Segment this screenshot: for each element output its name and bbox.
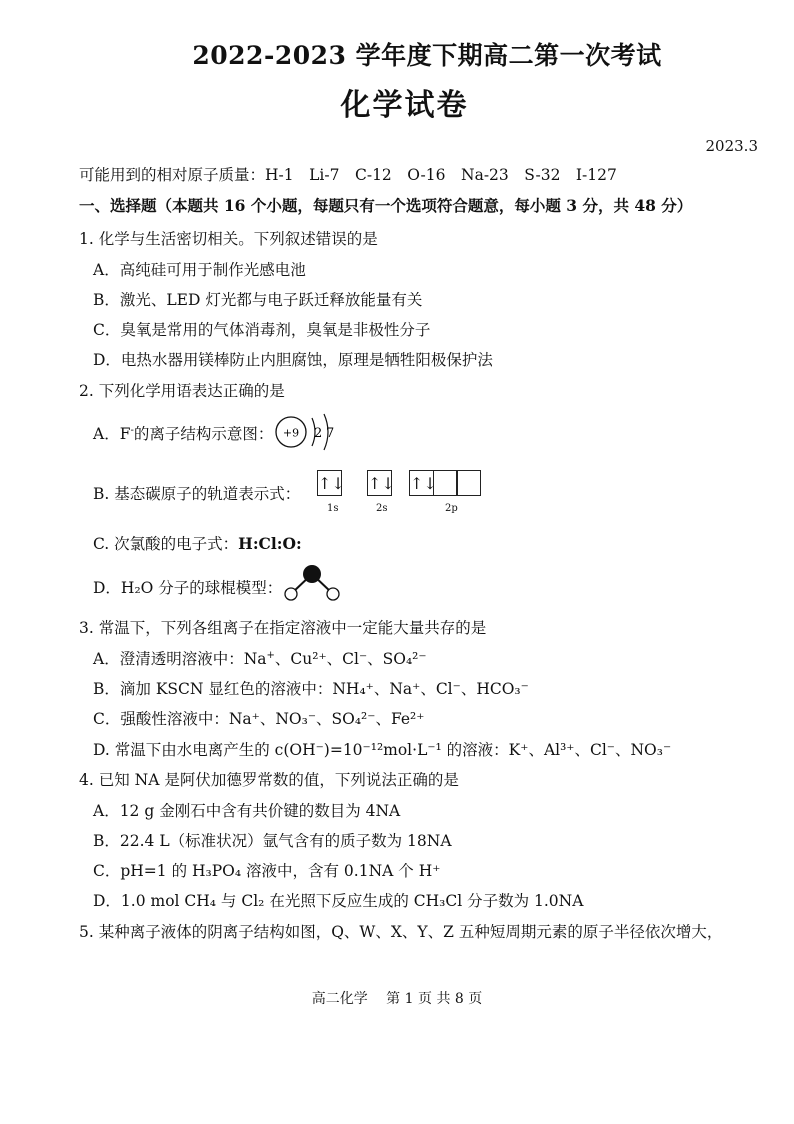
- question-4-stem: 4. 已知 NA 是阿伏加德罗常数的值，下列说法正确的是: [79, 771, 459, 789]
- question-2-option-a: [93, 422, 273, 444]
- question-4-option-a: A．12 g 金刚石中含有共价键的数目为 4NA: [93, 802, 401, 820]
- orbital-box: ↑↓: [409, 470, 434, 496]
- question-3-option-a: A．澄清透明溶液中：Na+、Cu²⁺、Cl⁻、SO₄²⁻: [93, 649, 427, 668]
- electron-formula: H:Cl:O:: [238, 534, 302, 553]
- ion-structure-diagram: [272, 410, 352, 454]
- shell-1-electrons: 2: [314, 426, 323, 441]
- water-ball-stick-model: [280, 562, 346, 604]
- section-heading: 一、选择题（本题共 16 个小题，每题只有一个选项符合题意，每小题 3 分，共 48 分）: [79, 196, 693, 215]
- option-a-pre: A．澄清透明溶液中：Na: [93, 650, 267, 668]
- option-a-rest: 、Cu²⁺、Cl⁻、SO₄²⁻: [274, 650, 427, 668]
- question-1-option-d: D．电热水器用镁棒防止内胆腐蚀，原理是牺牲阳极保护法: [93, 351, 493, 369]
- orbital-box: ↑↓: [367, 470, 392, 496]
- shell-2-electrons: 7: [326, 426, 335, 441]
- orbital-box-empty: [433, 470, 458, 496]
- orbital-1s: [317, 470, 345, 496]
- atomic-masses: 可能用到的相对原子质量：H-1 Li-7 C-12 O-16 Na-23 S-32 I-127: [79, 166, 617, 184]
- option-a-prefix: A．F: [93, 425, 131, 443]
- question-4-option-c: C．pH=1 的 H₃PO₄ 溶液中，含有 0.1NA 个 H⁺: [93, 862, 441, 880]
- orbital-2p: [409, 470, 481, 496]
- question-1-option-c: C．臭氧是常用的气体消毒剂，臭氧是非极性分子: [93, 321, 431, 339]
- label-2p: 2p: [445, 503, 458, 514]
- exam-subtitle: 化学试卷: [340, 88, 469, 123]
- orbital-box: ↑↓: [317, 470, 342, 496]
- question-2-stem: 2. 下列化学用语表达正确的是: [79, 382, 285, 400]
- exam-date: 2023.3: [705, 137, 758, 155]
- exam-title: 2022-2023 学年度下期高二第一次考试: [192, 41, 662, 70]
- question-2-option-d: D．H₂O 分子的球棍模型：: [93, 579, 283, 597]
- question-4-option-b: B．22.4 L（标准状况）氩气含有的质子数为 18NA: [93, 832, 452, 850]
- question-1-stem: 1. 化学与生活密切相关。下列叙述错误的是: [79, 230, 378, 248]
- orbital-2s: [367, 470, 395, 496]
- label-1s: 1s: [327, 503, 339, 514]
- question-4-option-d: D．1.0 mol CH₄ 与 Cl₂ 在光照下反应生成的 CH₃Cl 分子数为 1.0NA: [93, 892, 584, 910]
- question-1-option-b: B．激光、LED 灯光都与电子跃迁释放能量有关: [93, 291, 423, 309]
- page-footer: 高二化学 第 1 页 共 8 页: [311, 991, 483, 1007]
- question-3-option-d: D. 常温下由水电离产生的 c(OH⁻)=10⁻¹²mol·L⁻¹ 的溶液：K⁺、Al³⁺、Cl⁻、NO₃⁻: [93, 741, 672, 759]
- option-c-text: C. 次氯酸的电子式：: [93, 535, 239, 553]
- fluoride-charge: -: [130, 424, 134, 436]
- question-3-option-b: B．滴加 KSCN 显红色的溶液中：NH₄⁺、Na⁺、Cl⁻、HCO₃⁻: [93, 680, 529, 698]
- option-a-text: 的离子结构示意图：: [133, 425, 274, 443]
- orbital-box-empty: [456, 470, 481, 496]
- question-2-option-b: B. 基态碳原子的轨道表示式：: [93, 485, 301, 503]
- question-1-option-a: A．高纯硅可用于制作光感电池: [93, 261, 306, 279]
- question-3-option-c: C．强酸性溶液中：Na⁺、NO₃⁻、SO₄²⁻、Fe²⁺: [93, 710, 425, 728]
- nucleus-charge: +9: [282, 426, 300, 440]
- question-3-stem: 3. 常温下，下列各组离子在指定溶液中一定能大量共存的是: [79, 619, 487, 637]
- question-2-option-c: [93, 532, 302, 554]
- label-2s: 2s: [376, 503, 388, 514]
- question-5-stem: 5. 某种离子液体的阴离子结构如图，Q、W、X、Y、Z 五种短周期元素的原子半径依次增大，: [79, 923, 723, 941]
